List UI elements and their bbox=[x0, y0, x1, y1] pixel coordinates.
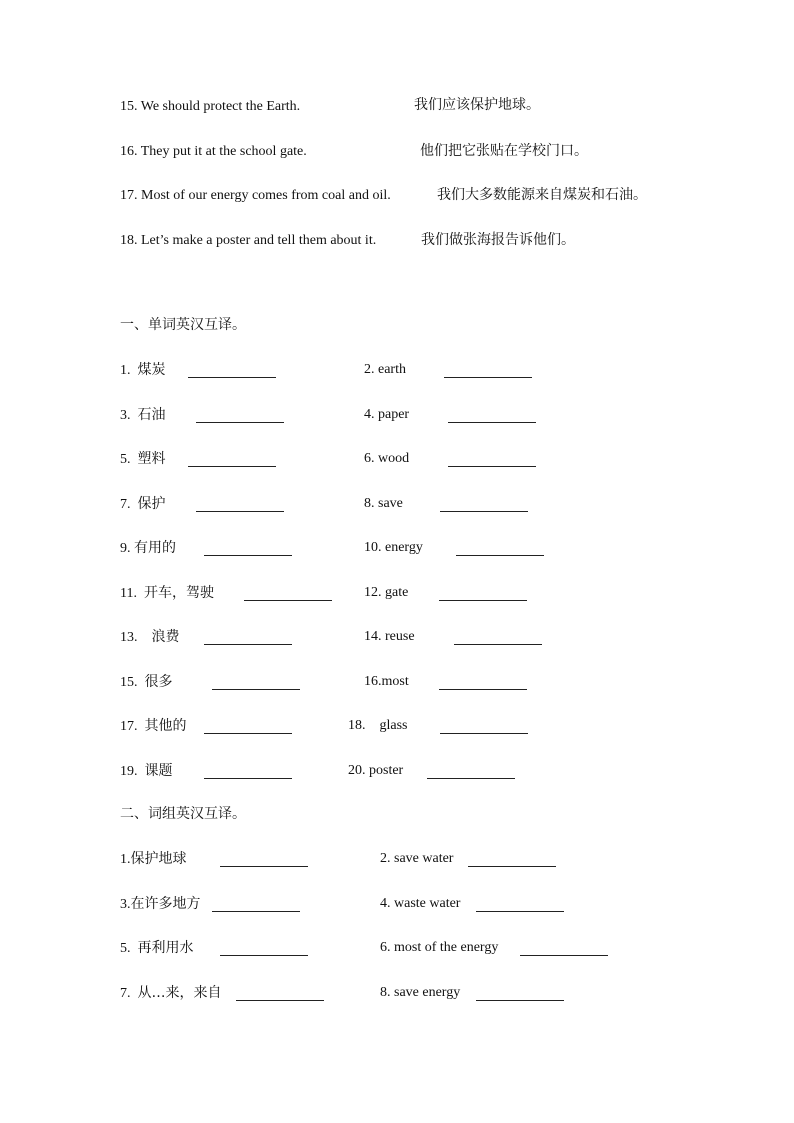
answer-blank[interactable] bbox=[196, 511, 284, 512]
answer-blank[interactable] bbox=[236, 1000, 324, 1001]
sentence-english: We should protect the Earth. bbox=[140, 99, 301, 114]
item-15: 15. 很多 bbox=[120, 674, 173, 690]
item-16: 16.most bbox=[364, 674, 409, 689]
answer-blank[interactable] bbox=[439, 689, 527, 690]
item-1: 1. 煤炭 bbox=[120, 362, 166, 378]
sentence-17 bbox=[120, 187, 391, 205]
answer-blank[interactable] bbox=[204, 555, 292, 556]
sentence-chinese: 我们做张海报告诉他们。 bbox=[421, 232, 575, 248]
phrase-1: 1.保护地球 bbox=[120, 851, 187, 867]
answer-blank[interactable] bbox=[448, 422, 536, 423]
answer-blank[interactable] bbox=[448, 466, 536, 467]
sentence-18 bbox=[120, 232, 376, 250]
answer-blank[interactable] bbox=[188, 466, 276, 467]
answer-blank[interactable] bbox=[220, 955, 308, 956]
sentence-english: They put it at the school gate. bbox=[140, 144, 307, 159]
item-9: 9. 有用的 bbox=[120, 540, 176, 556]
sentence-english: Let’s make a poster and tell them about it. bbox=[141, 233, 377, 248]
phrase-3: 3.在许多地方 bbox=[120, 896, 201, 912]
sentence-16 bbox=[120, 143, 307, 161]
section-title: 一、单词英汉互译。 bbox=[120, 317, 246, 333]
sentence-chinese: 我们应该保护地球。 bbox=[414, 97, 540, 113]
answer-blank[interactable] bbox=[444, 377, 532, 378]
phrase-5: 5. 再利用水 bbox=[120, 940, 194, 956]
item-10: 10. energy bbox=[364, 540, 423, 555]
phrase-2: 2. save water bbox=[380, 851, 454, 866]
item-7: 7. 保护 bbox=[120, 496, 166, 512]
item-8: 8. save bbox=[364, 496, 403, 511]
answer-blank[interactable] bbox=[468, 866, 556, 867]
item-4: 4. paper bbox=[364, 407, 410, 422]
phrase-8: 8. save energy bbox=[380, 985, 461, 1000]
sentence-number: 16. bbox=[120, 144, 138, 159]
item-12: 12. gate bbox=[364, 585, 409, 600]
answer-blank[interactable] bbox=[440, 733, 528, 734]
answer-blank[interactable] bbox=[440, 511, 528, 512]
item-2: 2. earth bbox=[364, 362, 406, 377]
item-6: 6. wood bbox=[364, 451, 410, 466]
item-3: 3. 石油 bbox=[120, 407, 166, 423]
sentence-chinese: 他们把它张贴在学校门口。 bbox=[420, 143, 588, 159]
answer-blank[interactable] bbox=[476, 1000, 564, 1001]
answer-blank[interactable] bbox=[204, 778, 292, 779]
sentence-chinese: 我们大多数能源来自煤炭和石油。 bbox=[437, 187, 647, 203]
phrase-6: 6. most of the energy bbox=[380, 940, 499, 955]
item-20: 20. poster bbox=[348, 763, 404, 778]
sentence-english: Most of our energy comes from coal and oil. bbox=[141, 188, 391, 203]
answer-blank[interactable] bbox=[220, 866, 308, 867]
answer-blank[interactable] bbox=[476, 911, 564, 912]
item-17: 17. 其他的 bbox=[120, 718, 187, 734]
item-13: 13. 浪费 bbox=[120, 629, 180, 645]
answer-blank[interactable] bbox=[454, 644, 542, 645]
answer-blank[interactable] bbox=[244, 600, 332, 601]
item-14: 14. reuse bbox=[364, 629, 415, 644]
item-5: 5. 塑料 bbox=[120, 451, 166, 467]
phrase-7: 7. 从…来，来自 bbox=[120, 985, 222, 1001]
answer-blank[interactable] bbox=[427, 778, 515, 779]
item-18: 18. glass bbox=[348, 718, 408, 733]
answer-blank[interactable] bbox=[212, 911, 300, 912]
answer-blank[interactable] bbox=[520, 955, 608, 956]
answer-blank[interactable] bbox=[212, 689, 300, 690]
item-11: 11. 开车，驾驶 bbox=[120, 585, 214, 601]
answer-blank[interactable] bbox=[439, 600, 527, 601]
answer-blank[interactable] bbox=[204, 733, 292, 734]
sentence-15 bbox=[120, 98, 300, 116]
answer-blank[interactable] bbox=[456, 555, 544, 556]
sentence-number: 15. bbox=[120, 99, 138, 114]
section-title: 二、词组英汉互译。 bbox=[120, 806, 246, 822]
phrase-4: 4. waste water bbox=[380, 896, 461, 911]
item-19: 19. 课题 bbox=[120, 763, 173, 779]
answer-blank[interactable] bbox=[204, 644, 292, 645]
sentence-number: 18. bbox=[120, 233, 138, 248]
answer-blank[interactable] bbox=[196, 422, 284, 423]
sentence-number: 17. bbox=[120, 188, 138, 203]
answer-blank[interactable] bbox=[188, 377, 276, 378]
